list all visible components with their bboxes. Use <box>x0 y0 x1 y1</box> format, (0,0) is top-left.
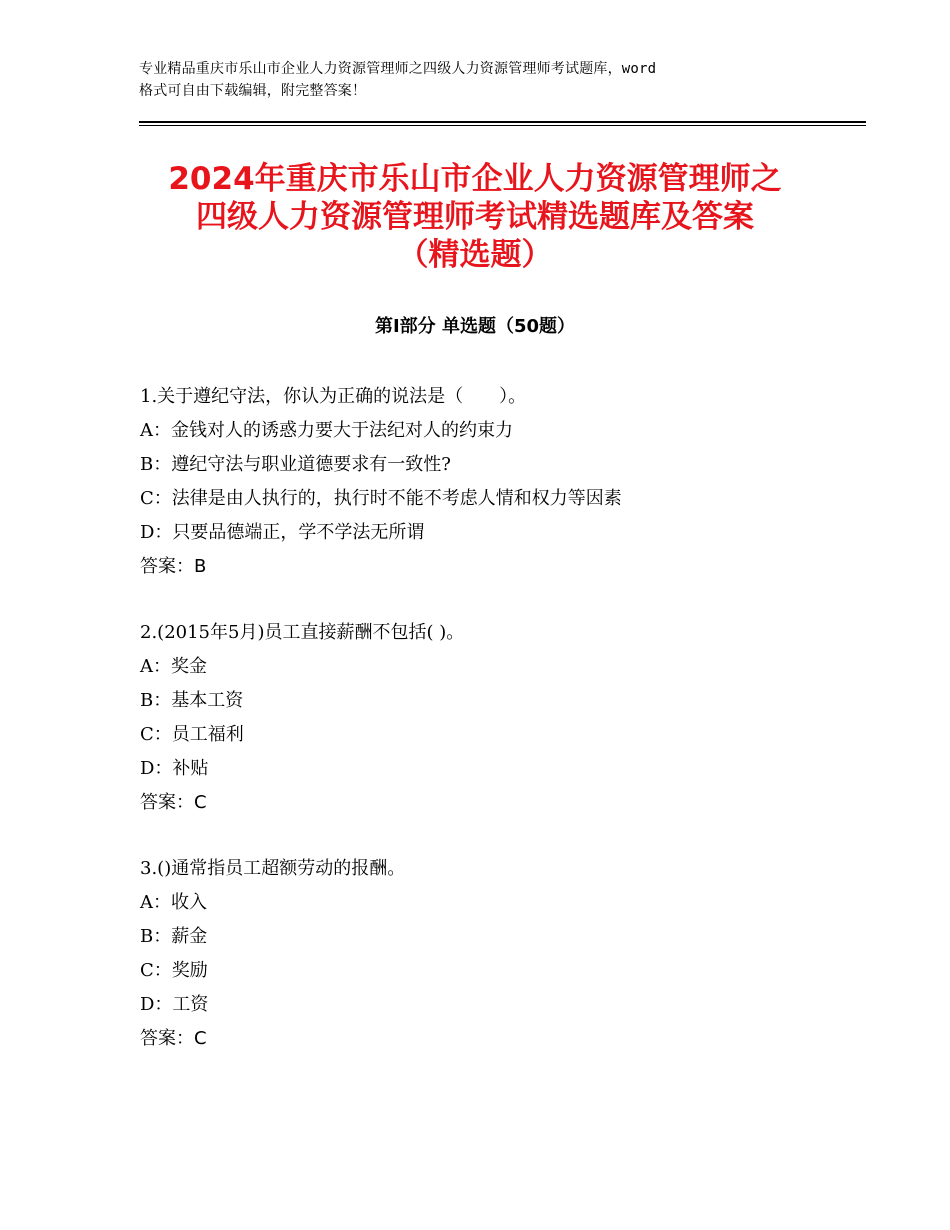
header-divider-thin <box>139 125 866 126</box>
option-d: D：只要品德端正，学不学法无所谓 <box>140 522 425 543</box>
option-b: B：遵纪守法与职业道德要求有一致性? <box>140 454 451 475</box>
answer-line: 答案：C <box>140 792 207 813</box>
answer-line: 答案：C <box>140 1028 207 1049</box>
question-stem: 3.()通常指员工超额劳动的报酬。 <box>140 858 406 879</box>
question-list <box>140 380 880 1088</box>
header-note-line: 专业精品重庆市乐山市企业人力资源管理师之四级人力资源管理师考试题库，word <box>139 61 657 77</box>
title-line: 2024年重庆市乐山市企业人力资源管理师之 <box>168 161 782 197</box>
section-heading: 第Ⅰ部分 单选题（50题） <box>374 316 575 337</box>
option-d: D：补贴 <box>140 758 209 779</box>
title-line: （精选题） <box>397 237 553 273</box>
option-c: C：奖励 <box>140 960 208 981</box>
question-stem: 1.关于遵纪守法，你认为正确的说法是（ ）。 <box>140 386 527 407</box>
header-note-line: 格式可自由下载编辑，附完整答案！ <box>139 83 367 99</box>
option-b: B：基本工资 <box>140 690 244 711</box>
answer-line: 答案：B <box>140 556 207 577</box>
option-a: A：收入 <box>140 892 207 913</box>
question-item <box>140 852 880 1056</box>
document-title <box>100 160 850 274</box>
header-note <box>139 58 829 102</box>
question-stem: 2.(2015年5月)员工直接薪酬不包括( )。 <box>140 622 465 643</box>
option-c: C：员工福利 <box>140 724 244 745</box>
option-b: B：薪金 <box>140 926 208 947</box>
header-divider-thick <box>139 121 866 123</box>
option-a: A：金钱对人的诱惑力要大于法纪对人的约束力 <box>140 420 513 441</box>
option-c: C：法律是由人执行的，执行时不能不考虑人情和权力等因素 <box>140 488 622 509</box>
option-a: A：奖金 <box>140 656 207 677</box>
question-item <box>140 616 880 820</box>
title-line: 四级人力资源管理师考试精选题库及答案 <box>196 199 754 235</box>
option-d: D：工资 <box>140 994 209 1015</box>
question-item <box>140 380 880 584</box>
